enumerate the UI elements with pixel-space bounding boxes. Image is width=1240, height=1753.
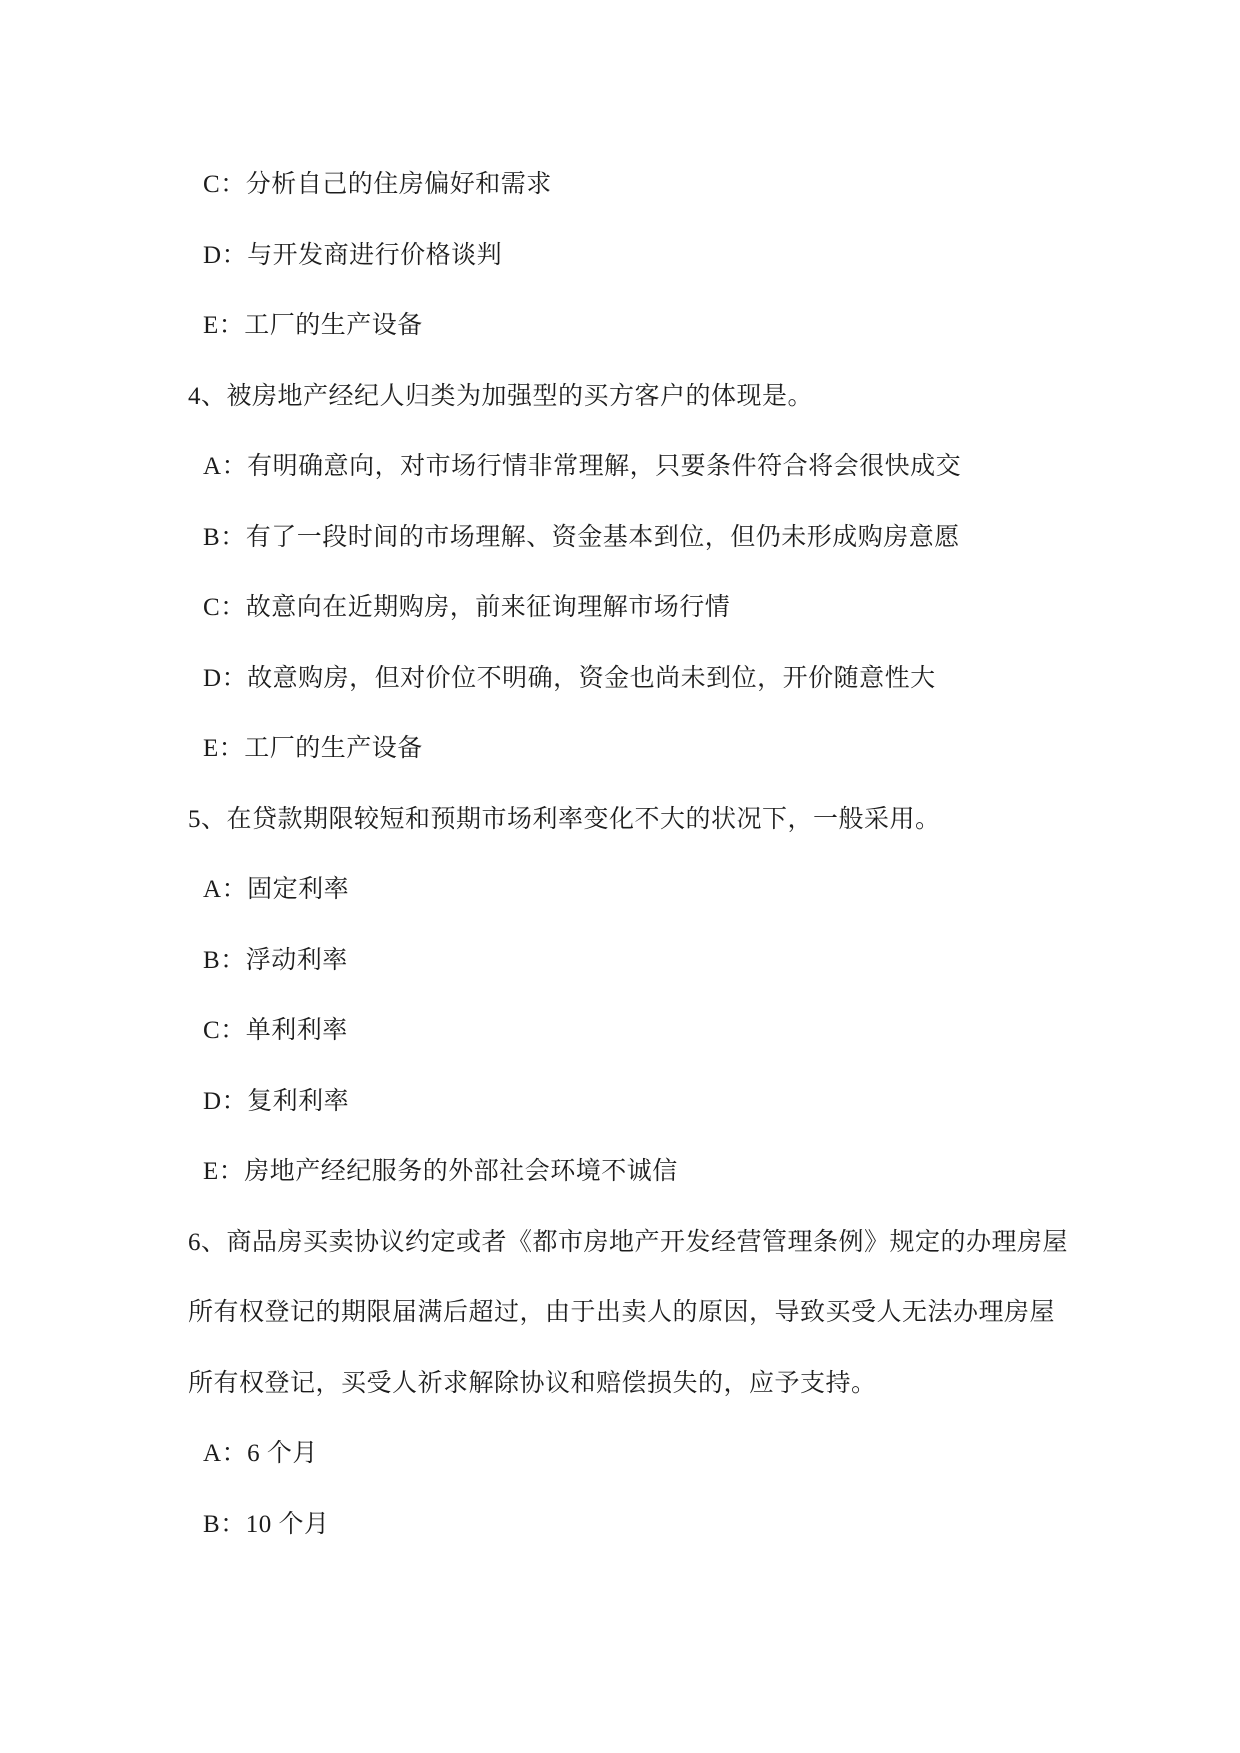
- option-text: 有明确意向，对市场行情非常理解，只要条件符合将会很快成交: [247, 453, 962, 480]
- option-separator: ：: [221, 876, 248, 903]
- question-stem-continuation: [0, 1349, 1240, 1420]
- option-text: 浮动利率: [245, 946, 348, 974]
- option-label: A: [203, 876, 222, 903]
- question-stem-text: 商品房买卖协议约定或者《都市房地产开发经营管理条例》规定的办理房屋: [226, 1228, 1069, 1256]
- option-label: D: [203, 241, 222, 269]
- question-stem-text: 在贷款期限较短和预期市场利率变化不大的状况下，一般采用。: [226, 805, 941, 833]
- option-label: C: [203, 1017, 221, 1044]
- option-line: [0, 996, 1240, 1067]
- question-stem-line: [0, 1208, 1240, 1279]
- option-label: B: [203, 1510, 221, 1538]
- question-block: [0, 362, 1240, 785]
- option-text: 工厂的生产设备: [244, 735, 423, 762]
- question-stem-text: 所有权登记，买受人祈求解除协议和赔偿损失的，应予支持。: [188, 1369, 877, 1397]
- option-separator: ：: [220, 171, 246, 198]
- option-text: 单利利率: [245, 1017, 348, 1044]
- option-separator: ：: [221, 1087, 248, 1115]
- option-separator: ：: [220, 1017, 246, 1044]
- option-separator: ：: [220, 523, 246, 551]
- option-label: B: [203, 946, 221, 974]
- question-number: 5、: [188, 805, 227, 833]
- option-separator: ：: [220, 1510, 246, 1538]
- question-stem-line: [0, 362, 1240, 433]
- option-label: C: [203, 171, 221, 198]
- option-label: E: [203, 312, 219, 339]
- option-text: 有了一段时间的市场理解、资金基本到位，但仍未形成购房意愿: [245, 523, 960, 551]
- question-stem-continuation: [0, 1278, 1240, 1349]
- option-line: [0, 150, 1240, 221]
- option-line: [0, 1419, 1240, 1490]
- option-separator: ：: [221, 1440, 248, 1467]
- option-text: 复利利率: [247, 1087, 350, 1115]
- option-line: [0, 573, 1240, 644]
- option-line: [0, 926, 1240, 997]
- option-separator: ：: [220, 946, 246, 974]
- question-block: [0, 1208, 1240, 1561]
- option-separator: ：: [218, 312, 245, 339]
- option-label: A: [203, 1440, 222, 1467]
- option-label: D: [203, 1087, 222, 1115]
- option-text: 故意购房，但对价位不明确，资金也尚未到位，开价随意性大: [247, 664, 936, 692]
- option-text: 故意向在近期购房，前来征询理解市场行情: [245, 594, 731, 621]
- option-label: D: [203, 664, 222, 692]
- option-separator: ：: [221, 664, 248, 692]
- option-label: E: [203, 1158, 219, 1185]
- option-label: E: [203, 735, 219, 762]
- option-separator: ：: [218, 1158, 245, 1185]
- question-number: 6、: [188, 1228, 227, 1256]
- option-text: 6 个月: [247, 1440, 318, 1467]
- option-text: 分析自己的住房偏好和需求: [245, 171, 552, 198]
- question-number: 4、: [188, 382, 227, 410]
- option-text: 固定利率: [247, 876, 350, 903]
- option-separator: ：: [218, 735, 245, 762]
- option-line: [0, 1067, 1240, 1138]
- option-line: [0, 432, 1240, 503]
- option-line: [0, 644, 1240, 715]
- option-line: [0, 855, 1240, 926]
- option-text: 10 个月: [245, 1510, 330, 1538]
- question-stem-text: 被房地产经纪人归类为加强型的买方客户的体现是。: [226, 382, 814, 410]
- option-text: 房地产经纪服务的外部社会环境不诚信: [244, 1158, 678, 1185]
- option-separator: ：: [220, 594, 246, 621]
- option-line: [0, 1490, 1240, 1561]
- option-label: A: [203, 453, 222, 480]
- option-separator: ：: [221, 241, 248, 269]
- option-line: [0, 503, 1240, 574]
- option-line: [0, 714, 1240, 785]
- option-line: [0, 291, 1240, 362]
- question-block: [0, 785, 1240, 1208]
- question-stem-line: [0, 785, 1240, 856]
- option-text: 工厂的生产设备: [244, 312, 423, 339]
- option-separator: ：: [221, 453, 248, 480]
- option-line: [0, 221, 1240, 292]
- orphan-options-block: [0, 150, 1240, 362]
- option-line: [0, 1137, 1240, 1208]
- question-stem-text: 所有权登记的期限届满后超过，由于出卖人的原因，导致买受人无法办理房屋: [188, 1299, 1056, 1326]
- option-label: C: [203, 594, 221, 621]
- option-text: 与开发商进行价格谈判: [247, 241, 503, 269]
- option-label: B: [203, 523, 221, 551]
